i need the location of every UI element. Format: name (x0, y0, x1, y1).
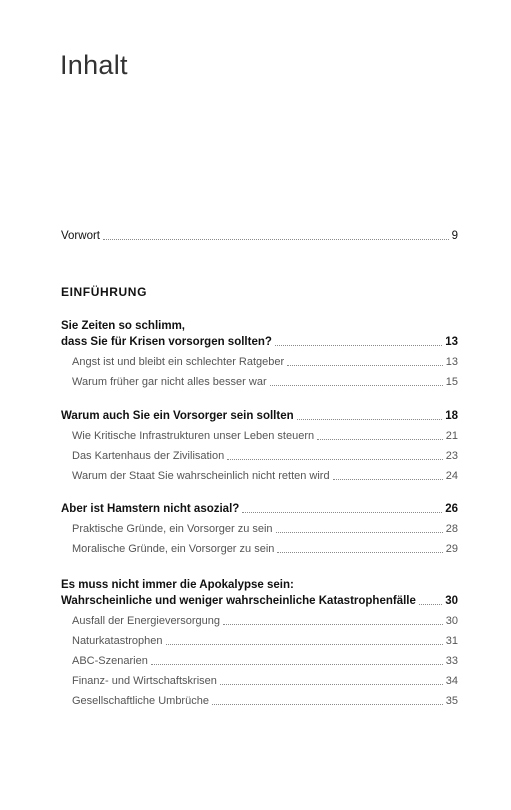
toc-entry-section-4[interactable] (61, 594, 458, 608)
dot-leader (227, 458, 443, 460)
toc-subentry-title: Warum der Staat Sie wahrscheinlich nicht retten wird (72, 470, 330, 482)
toc-page-number: 30 (445, 615, 458, 627)
toc-section-title-line1: Es muss nicht immer die Apokalypse sein: (61, 579, 294, 591)
toc-subentry-title: Gesellschaftliche Umbrüche (72, 695, 209, 707)
toc-subentry[interactable] (61, 355, 458, 369)
dot-leader (223, 623, 443, 625)
toc-entry-section-2[interactable] (61, 409, 458, 423)
toc-subentry-title: Wie Kritische Infrastrukturen unser Leben steuern (72, 430, 315, 442)
toc-subentry[interactable] (61, 522, 458, 536)
toc-page-number: 9 (451, 230, 458, 242)
toc-subentry[interactable] (61, 469, 458, 483)
dot-leader (151, 663, 443, 665)
dot-leader (333, 478, 443, 480)
toc-subentry[interactable] (61, 375, 458, 389)
toc-section-4 (61, 578, 458, 708)
toc-entry-vorwort[interactable] (61, 229, 458, 243)
toc-subentry-title: Das Kartenhaus der Zivilisation (72, 450, 225, 462)
dot-leader (297, 418, 443, 420)
toc-subentry-title: Angst ist und bleibt ein schlechter Ratgeber (72, 356, 285, 368)
toc-subentry-title: Ausfall der Energieversorgung (72, 615, 220, 627)
toc-page-number: 18 (445, 410, 458, 422)
toc-page-number: 21 (445, 430, 458, 442)
toc-page-number: 26 (445, 503, 458, 515)
toc-entry-section-3[interactable] (61, 502, 458, 516)
toc-page-number: 13 (445, 336, 458, 348)
chapter-heading: EINFÜHRUNG (61, 285, 147, 299)
dot-leader (287, 364, 443, 366)
page-title: Inhalt (60, 50, 128, 80)
toc-page-number: 24 (445, 470, 458, 482)
toc-entry-title: Warum auch Sie ein Vorsorger sein sollten (61, 410, 294, 422)
dot-leader (276, 531, 443, 533)
toc-section-2 (61, 409, 458, 483)
toc-section-title-line1: Sie Zeiten so schlimm, (61, 320, 185, 332)
toc-subentry[interactable] (61, 614, 458, 628)
dot-leader (270, 384, 443, 386)
dot-leader (103, 238, 449, 240)
toc-entry-section-1[interactable] (61, 335, 458, 349)
toc-subentry[interactable] (61, 542, 458, 556)
toc-page-number: 34 (445, 675, 458, 687)
toc-subentry-title: Finanz- und Wirtschaftskrisen (72, 675, 217, 687)
dot-leader (277, 551, 442, 553)
toc-subentry-title: Praktische Gründe, ein Vorsorger zu sein (72, 523, 273, 535)
toc-section-3 (61, 502, 458, 556)
toc-subentry-title: Naturkatastrophen (72, 635, 163, 647)
toc-subentry-title: Moralische Gründe, ein Vorsorger zu sein (72, 543, 275, 555)
toc-subentry[interactable] (61, 674, 458, 688)
toc-subentry[interactable] (61, 634, 458, 648)
dot-leader (212, 703, 443, 705)
toc-page-number: 23 (445, 450, 458, 462)
dot-leader (166, 643, 443, 645)
toc-subentry-title: ABC-Szenarien (72, 655, 148, 667)
toc-page-number: 35 (445, 695, 458, 707)
toc-subentry[interactable] (61, 694, 458, 708)
dot-leader (220, 683, 443, 685)
toc-subentry[interactable] (61, 654, 458, 668)
toc-page-number: 31 (445, 635, 458, 647)
toc-page-number: 28 (445, 523, 458, 535)
dot-leader (242, 511, 442, 513)
toc-entry-title: Aber ist Hamstern nicht asozial? (61, 503, 240, 515)
toc-subentry[interactable] (61, 449, 458, 463)
toc-entry-title: dass Sie für Krisen vorsorgen sollten? (61, 336, 272, 348)
toc-page-number: 29 (445, 543, 458, 555)
dot-leader (419, 603, 442, 605)
toc-section-1 (61, 319, 458, 389)
toc-page-number: 15 (445, 376, 458, 388)
toc-page-number: 13 (445, 356, 458, 368)
toc-entry-title: Vorwort (61, 230, 100, 242)
dot-leader (317, 438, 443, 440)
dot-leader (275, 344, 442, 346)
toc-page-number: 30 (445, 595, 458, 607)
toc-entry-title: Wahrscheinliche und weniger wahrscheinliche Katastrophenfälle (61, 595, 416, 607)
toc-page-number: 33 (445, 655, 458, 667)
toc-subentry[interactable] (61, 429, 458, 443)
toc-subentry-title: Warum früher gar nicht alles besser war (72, 376, 267, 388)
